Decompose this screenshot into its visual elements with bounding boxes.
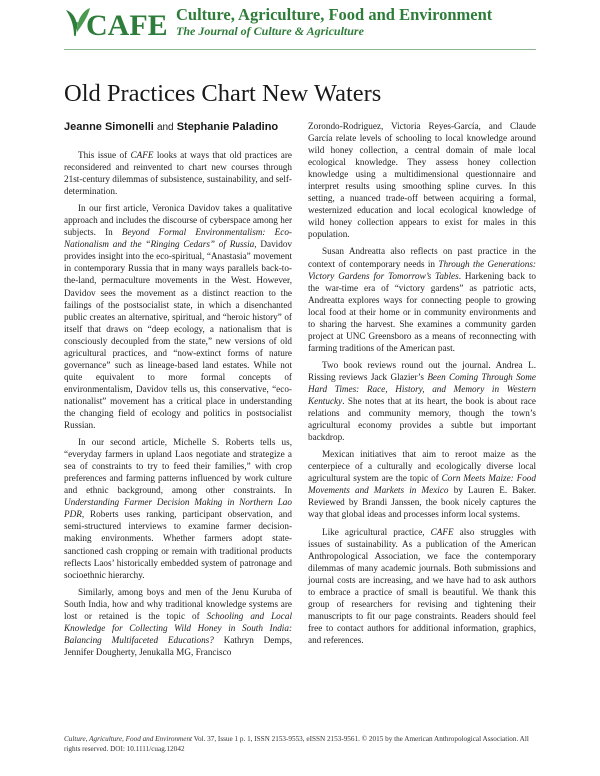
header-rule	[64, 49, 536, 50]
article-title: Old Practices Chart New Waters	[64, 80, 382, 107]
paragraph: Zorondo-Rodriguez, Victoria Reyes-García, and Claude García relate levels of schooling to local knowledge around wild honey collection, a central domain of male local ecological knowledge. They assess honey collection knowledge using a multidimensional questionnaire and interpret results using smoothing spline curves. In this setting, a nuanced trade-off between acquiring a formal, westernized education and local ecological knowledge of wild honey collection appears to exist for males in this population.	[308, 121, 536, 240]
footer-journal-name: Culture, Agriculture, Food and Environment	[64, 735, 193, 743]
author-name: Jeanne Simonelli	[64, 121, 154, 133]
citation-footer	[64, 735, 536, 754]
journal-name: Culture, Agriculture, Food and Environment	[176, 5, 493, 24]
cafe-logo	[64, 2, 168, 42]
svg-text:CAFE: CAFE	[86, 9, 168, 42]
author-conjunction: and	[156, 122, 174, 133]
paragraph: Like agricultural practice, CAFE also struggles with issues of sustainability. As a publication of the American Anthropological Association, we face the contemporary dilemmas of many academic journals. Both submissions and journal costs are increasing, and we have had to ask authors to embrace a practice of small is beautiful. We thank this group of researchers for revising and tightening their manuscripts to fit our page constraints. Readers should feel free to contact authors for additional information, graphics, and references.	[308, 526, 536, 645]
right-column	[308, 120, 536, 651]
author-name: Stephanie Paladino	[176, 121, 279, 133]
footer-citation: Vol. 37, Issue 1 p. 1, ISSN 2153-9553, eISSN 2153-9561. © 2015 by the American Anthropological Association. All rights reserved. DOI: 10.1111/cuag.12042	[64, 735, 529, 753]
paragraph: In our second article, Michelle S. Roberts tells us, “everyday farmers in upland Laos negotiate and strategize a sea of constraints to try to feed their families,” with crop preferences and farming patterns influenced by work culture and ethnic background, among other constraints. In Understanding Farmer Decision Making in Northern Lao PDR, Roberts uses ranking, participant observation, and semi-structured interviews to examine farmer decision-making environments. Whether farmers adopt state-sanctioned cash cropping or remain with traditional products reflects Laos’ historically embedded system of patronage and socioethnic hierarchy.	[64, 437, 292, 580]
paragraph: This issue of CAFE looks at ways that old practices are reconsidered and reinvented to chart new courses through 21st-century dilemmas of subsistence, sustainability, and self-determination.	[64, 150, 292, 197]
paragraph: Susan Andreatta also reflects on past practice in the context of contemporary needs in Through the Generations: Victory Gardens for Tomorrow’s Tables. Harkening back to the war-time era of “victory gardens” as patriotic acts, Andreatta explores ways for connecting people to growing local food at their home or in community environments and to sharing the harvest. She examines a community garden project at UNC Greensboro as a means of reconnecting with farming traditions of the American past.	[308, 246, 536, 353]
paragraph: Similarly, among boys and men of the Jenu Kuruba of South India, how and why traditional knowledge systems are lost or retained is the topic of Schooling and Local Knowledge for Collecting Wild Honey in South India: Balancing Multifaceted Educations? Kathryn Demps, Jennifer Dougherty, Jenukalla MG, Francisco	[64, 586, 292, 657]
paragraph: In our first article, Veronica Davidov takes a qualitative approach and includes the discourse of cyberspace among her subjects. In Beyond Formal Environmentalism: Eco-Nationalism and the “Ringing Cedars” of Russia, Davidov provides insight into the eco-spiritual, “Anastasia” movement in contemporary Russia that in many ways parallels back-to-the-land, permaculture movements in the West. However, Davidov sees the movement as a distinct reaction to the failings of the postsocialist state, in which a disenchanted public creates an alternative, spiritual, and “heroic history” of itself that draws on “deep ecology, a nationalism that is consciously decoupled from the state,” new versions of old agricultural practices, and “now-extinct forms of nature governance” such as lineage-based land estates. While not quite equivalent to more formal concepts of environmentalism, Davidov tells us, this conservative, “eco-nationalist” movement has a critical place in understanding the changing field of ecology and politics in postsocialist Russian.	[64, 203, 293, 431]
journal-header	[64, 2, 564, 46]
left-column	[64, 149, 292, 663]
journal-subtitle: The Journal of Culture & Agriculture	[176, 24, 364, 38]
paragraph: Two book reviews round out the journal. Andrea L. Rissing reviews Jack Glazier’s Been Coming Through Some Hard Times: Race, History, and Memory in Western Kentucky. She notes that at its heart, the book is about race relations and community memory, though the town’s agricultural economy provides a subtle but important backdrop.	[308, 359, 536, 443]
author-line	[64, 121, 278, 133]
paragraph: Mexican initiatives that aim to reroot maize as the centerpiece of a culturally and ecologically diverse local agricultural system are the topic of Corn Meets Maize: Food Movements and Markets in Mexico by Lauren E. Baker. Reviewed by Brandi Janssen, the book nicely captures the way that global ideas and processes inform local systems.	[308, 449, 536, 520]
